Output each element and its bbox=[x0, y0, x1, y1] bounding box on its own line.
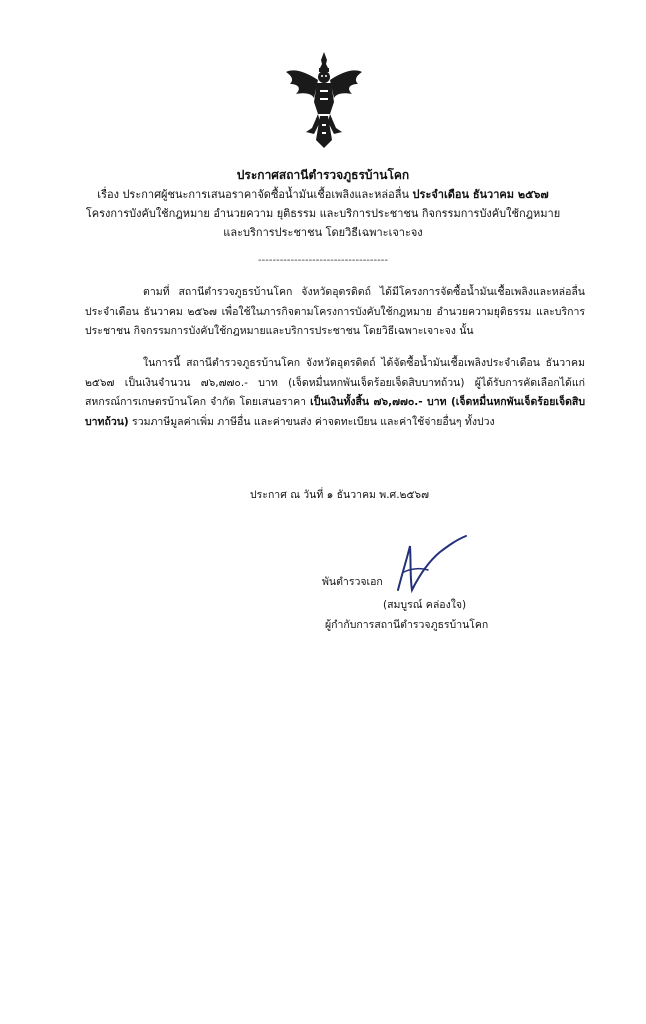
announcement-title: ประกาศสถานีตำรวจภูธรบ้านโคก bbox=[236, 168, 410, 182]
paragraph-1-text: ตามที่ สถานีตำรวจภูธรบ้านโคก จังหวัดอุตรดิตถ์ ได้มีโครงการจัดซื้อน้ำมันเชื้อเพลิงและหล่อลื่น ประจำเดือน ธันวาคม ๒๕๖๗ เพื่อใช้ในภารกิจตามโครงการบังคับใช้กฎหมาย อำนวยความยุติธรรม และบริการประชาชน กิจกรรมการบังคับใช้กฎหมายและบริการประชาชน โดยวิธีเฉพาะเจาะจง นั้น bbox=[85, 286, 585, 337]
announcement-subject bbox=[60, 185, 586, 242]
signer-name: (สมบูรณ์ คล่องใจ) bbox=[383, 599, 467, 611]
paragraph-2-text-b: รวมภาษีมูลค่าเพิ่ม ภาษีอื่น และค่าขนส่ง ค่าจดทะเบียน และค่าใช้จ่ายอื่นๆ ทั้งปวง bbox=[128, 415, 495, 428]
paragraph-2 bbox=[85, 354, 585, 432]
paragraph-1 bbox=[85, 283, 585, 342]
subject-line-1 bbox=[60, 185, 586, 204]
signer-position: ผู้กำกับการสถานีตำรวจภูธรบ้านโคก bbox=[325, 619, 489, 631]
subject-line-2: โครงการบังคับใช้กฎหมาย อำนวยความ ยุติธรรม และบริการประชาชน กิจกรรมการบังคับใช้กฎหมาย bbox=[85, 207, 561, 220]
subject-line-3: และบริการประชาชน โดยวิธีเฉพาะเจาะจง bbox=[223, 226, 423, 239]
divider-line: ------------------------------------ bbox=[258, 255, 388, 266]
signer-rank: พันตำรวจเอก bbox=[322, 576, 383, 588]
signature-icon bbox=[388, 534, 468, 594]
paragraph-2-amount: เป็นเงินทั้งสิ้น ๗๖,๗๗๐.- บาท (เจ็ดหมื่นหกพันเจ็ดร้อยเจ็ดสิบบาทถ้วน) bbox=[85, 396, 585, 428]
announcement-date: ประกาศ ณ วันที่ ๑ ธันวาคม พ.ศ.๒๕๖๗ bbox=[250, 489, 429, 501]
garuda-emblem-icon bbox=[284, 50, 364, 150]
subject-month: ประจำเดือน ธันวาคม ๒๕๖๗ bbox=[412, 188, 549, 201]
paragraph-2-text-a: ในการนี้ สถานีตำรวจภูธรบ้านโคก จังหวัดอุตรดิตถ์ ได้จัดซื้อน้ำมันเชื้อเพลิงประจำเดือน ธันวาคม ๒๕๖๗ เป็นเงินจำนวน ๗๖,๗๗๐.- บาท (เจ็ดหมื่นหกพันเจ็ดร้อยเจ็ดสิบบาทถ้วน) ผู้ได้รับการคัดเลือกได้แก่ สหกรณ์การเกษตรบ้านโคก จำกัด โดยเสนอราคา bbox=[85, 357, 585, 408]
subject-prefix: เรื่อง ประกาศผู้ชนะการเสนอราคาจัดซื้อน้ำมันเชื้อเพลิงและหล่อลื่น bbox=[97, 188, 413, 201]
